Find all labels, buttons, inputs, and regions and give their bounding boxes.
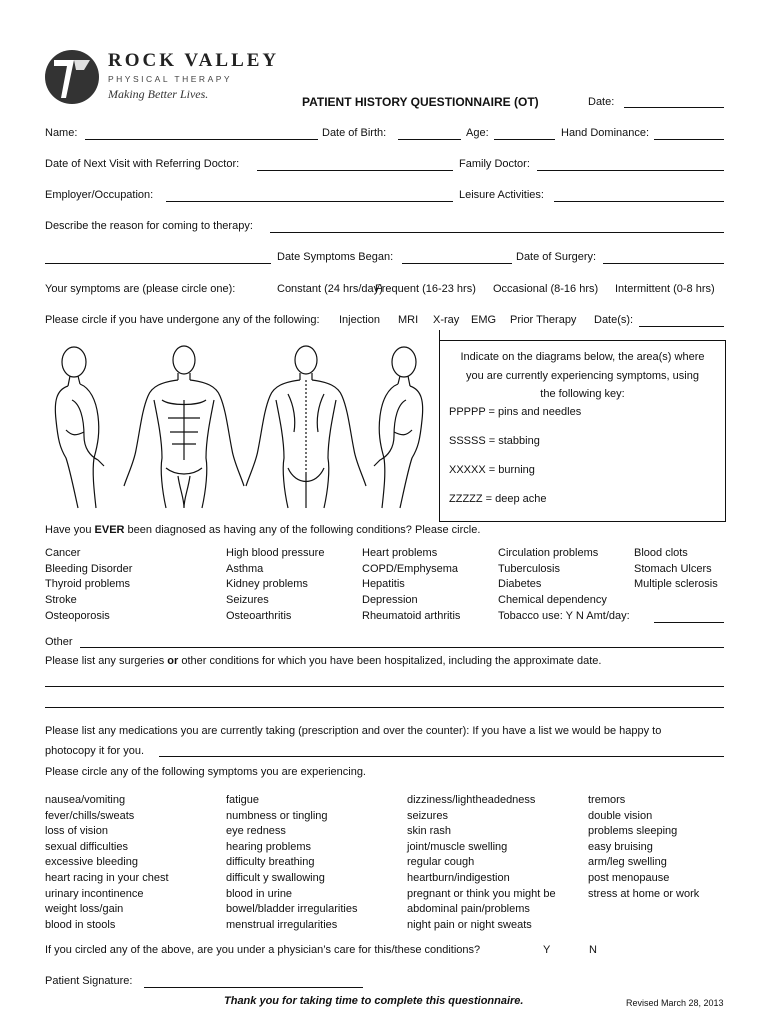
key-item-pins-needles: PPPPP = pins and needles (449, 406, 582, 418)
symptoms-column-1 (45, 793, 169, 933)
condition-hepatitis[interactable]: Hepatitis (362, 578, 405, 591)
procedure-xray[interactable]: X-ray (433, 314, 460, 326)
symptoms-column-3 (407, 793, 556, 933)
freq-option-frequent[interactable]: Frequent (16-23 hrs) (375, 283, 476, 295)
symptom-skin-rash[interactable]: skin rash (407, 825, 452, 838)
tobacco-amount-field[interactable] (654, 622, 724, 623)
footer-thank-you: Thank you for taking time to complete this questionnaire. (224, 995, 524, 1007)
condition-high-blood-pressure[interactable]: High blood pressure (226, 547, 325, 559)
symptom-heartburn[interactable]: heartburn/indigestion (407, 871, 510, 884)
other-field[interactable] (80, 647, 724, 648)
procedure-prior-therapy[interactable]: Prior Therapy (510, 314, 577, 326)
procedure-dates-field[interactable] (639, 326, 724, 327)
condition-bleeding-disorder[interactable]: Bleeding Disorder (45, 562, 133, 575)
body-diagram-front (124, 346, 244, 508)
surgery-date-field[interactable] (603, 263, 724, 264)
leisure-field[interactable] (554, 201, 724, 202)
condition-seizures[interactable]: Seizures (226, 593, 269, 606)
condition-heart[interactable]: Heart problems (362, 547, 438, 559)
symptom-arm-leg-swelling[interactable]: arm/leg swelling (588, 856, 667, 869)
symptom-fever[interactable]: fever/chills/sweats (45, 809, 135, 822)
logo-name: ROCK VALLEY (108, 50, 280, 71)
conditions-column-3 (362, 546, 460, 625)
family-doctor-label: Family Doctor: (459, 158, 530, 170)
dob-field[interactable] (398, 139, 461, 140)
next-visit-field[interactable] (257, 170, 453, 171)
reason-field[interactable] (270, 232, 724, 233)
medications-prompt-line-1: Please list any medications you are currently taking (prescription and over the counter): If you have a list we would be happy to (45, 725, 662, 737)
symptom-joint-swelling[interactable]: joint/muscle swelling (407, 840, 508, 853)
signature-label: Patient Signature: (45, 975, 133, 987)
symptoms-began-field[interactable] (402, 263, 512, 264)
conditions-column-5 (634, 546, 718, 593)
symptom-frequency-prompt: Your symptoms are (please circle one): (45, 283, 236, 295)
procedure-emg[interactable]: EMG (471, 314, 497, 326)
age-field[interactable] (494, 139, 555, 140)
condition-osteoporosis[interactable]: Osteoporosis (45, 610, 110, 623)
symptom-heart-racing[interactable]: heart racing in your chest (45, 871, 169, 884)
condition-blood-clots[interactable]: Blood clots (634, 547, 688, 559)
condition-cancer[interactable]: Cancer (45, 547, 81, 559)
date-label: Date: (588, 96, 615, 108)
condition-stomach-ulcers[interactable]: Stomach Ulcers (634, 562, 712, 575)
conditions-column-2 (226, 546, 324, 625)
procedure-injection[interactable]: Injection (339, 314, 380, 326)
symptom-menstrual[interactable]: menstrual irregularities (226, 918, 338, 931)
freq-option-intermittent[interactable]: Intermittent (0-8 hrs) (615, 283, 715, 295)
medications-prompt-line-2: photocopy it for you. (45, 745, 145, 757)
employer-label: Employer/Occupation: (45, 189, 154, 201)
condition-chemical-dependency[interactable]: Chemical dependency (498, 593, 607, 606)
surgery-date-label: Date of Surgery: (516, 251, 597, 263)
condition-multiple-sclerosis[interactable]: Multiple sclerosis (634, 578, 718, 591)
conditions-column-1 (45, 546, 132, 625)
symptom-stress[interactable]: stress at home or work (588, 887, 700, 900)
body-diagrams[interactable] (44, 340, 436, 510)
page-title: PATIENT HISTORY QUESTIONNAIRE (OT) (302, 95, 539, 109)
condition-thyroid[interactable]: Thyroid problems (45, 578, 130, 591)
symptom-difficulty-swallowing[interactable]: difficult y swallowing (226, 871, 325, 884)
body-diagram-side-right (55, 347, 104, 508)
symptom-weight-loss-gain[interactable]: weight loss/gain (45, 903, 124, 916)
freq-option-constant[interactable]: Constant (24 hrs/day) (277, 283, 383, 295)
name-field[interactable] (85, 139, 318, 140)
age-label: Age: (466, 127, 489, 139)
key-intro-line-2: you are currently experiencing symptoms, using (466, 370, 699, 382)
key-intro-line-3: the following key: (540, 388, 625, 400)
dob-label: Date of Birth: (322, 127, 387, 139)
physician-care-yes[interactable]: Y (543, 944, 551, 956)
symptom-night-pain[interactable]: night pain or night sweats (407, 918, 532, 931)
family-doctor-field[interactable] (537, 170, 724, 171)
conditions-prompt: Have you EVER been diagnosed as having any of the following conditions? Please circle. (45, 524, 481, 536)
symptom-blood-in-urine[interactable]: blood in urine (226, 887, 293, 900)
symptom-easy-bruising[interactable]: easy bruising (588, 840, 653, 853)
medications-field[interactable] (159, 756, 724, 757)
symptom-seizures[interactable]: seizures (407, 809, 448, 822)
symptom-pregnant[interactable]: pregnant or think you might be (407, 887, 556, 900)
symptom-blood-in-stools[interactable]: blood in stools (45, 918, 116, 931)
rock-valley-logo-mark (44, 48, 100, 106)
body-diagram-back (246, 346, 366, 508)
key-item-stabbing: SSSSS = stabbing (449, 435, 540, 447)
condition-stroke[interactable]: Stroke (45, 593, 77, 606)
procedure-dates-label: Date(s): (594, 314, 634, 326)
symptom-double-vision[interactable]: double vision (588, 809, 653, 822)
leisure-label: Leisure Activities: (459, 189, 544, 201)
date-field[interactable] (624, 107, 724, 108)
condition-depression[interactable]: Depression (362, 593, 418, 606)
key-box-connector (439, 330, 440, 340)
condition-tuberculosis[interactable]: Tuberculosis (498, 562, 560, 575)
key-item-deep-ache: ZZZZZ = deep ache (449, 493, 547, 505)
symptom-tremors[interactable]: tremors (588, 794, 626, 806)
procedure-mri[interactable]: MRI (398, 314, 419, 326)
symptom-difficulty-breathing[interactable]: difficulty breathing (226, 856, 315, 869)
symptom-fatigue[interactable]: fatigue (226, 794, 260, 806)
hand-dominance-label: Hand Dominance: (561, 127, 650, 139)
condition-kidney[interactable]: Kidney problems (226, 578, 308, 591)
employer-field[interactable] (166, 201, 453, 202)
symptoms-column-4 (588, 793, 699, 902)
condition-circulation[interactable]: Circulation problems (498, 547, 599, 559)
revision-date: Revised March 28, 2013 (626, 998, 724, 1008)
symptom-problems-sleeping[interactable]: problems sleeping (588, 825, 678, 838)
symptom-bowel-bladder[interactable]: bowel/bladder irregularities (226, 903, 358, 916)
condition-diabetes[interactable]: Diabetes (498, 578, 542, 591)
freq-option-occasional[interactable]: Occasional (8-16 hrs) (493, 283, 599, 295)
symptom-nausea[interactable]: nausea/vomiting (45, 794, 126, 806)
surgeries-field-1[interactable] (45, 686, 724, 687)
key-intro-line-1: Indicate on the diagrams below, the area(s) where (460, 351, 705, 363)
other-label: Other (45, 636, 73, 648)
condition-rheumatoid-arthritis[interactable]: Rheumatoid arthritis (362, 610, 461, 623)
symptom-numbness[interactable]: numbness or tingling (226, 809, 328, 822)
logo-subtitle: PHYSICAL THERAPY (108, 74, 233, 84)
signature-field[interactable] (144, 987, 363, 988)
reason-field-continued[interactable] (45, 263, 271, 264)
symptom-urinary-incontinence[interactable]: urinary incontinence (45, 887, 144, 900)
physician-care-question: If you circled any of the above, are you under a physician’s care for this/these conditions? (45, 944, 481, 956)
logo-tagline: Making Better Lives. (108, 87, 209, 101)
symptom-regular-cough[interactable]: regular cough (407, 856, 475, 869)
condition-asthma[interactable]: Asthma (226, 562, 264, 575)
symptom-excessive-bleeding[interactable]: excessive bleeding (45, 856, 138, 869)
condition-osteoarthritis[interactable]: Osteoarthritis (226, 610, 292, 623)
key-item-burning: XXXXX = burning (449, 464, 535, 476)
symptom-loss-of-vision[interactable]: loss of vision (45, 825, 108, 838)
reason-label: Describe the reason for coming to therapy: (45, 220, 253, 232)
symptom-hearing-problems[interactable]: hearing problems (226, 840, 311, 853)
surgeries-field-2[interactable] (45, 707, 724, 708)
symptom-sexual-difficulties[interactable]: sexual difficulties (45, 840, 128, 853)
symptoms-column-2 (226, 793, 357, 933)
condition-tobacco-use[interactable]: Tobacco use: Y N Amt/day: (498, 610, 630, 623)
condition-copd[interactable]: COPD/Emphysema (362, 562, 458, 575)
surgeries-prompt: Please list any surgeries or other conditions for which you have been hospitalized, including the approximate date. (45, 655, 602, 667)
symptom-key-box (439, 340, 726, 522)
hand-dominance-field[interactable] (654, 139, 724, 140)
symptom-abdominal-pain[interactable]: abdominal pain/problems (407, 903, 530, 916)
symptoms-prompt: Please circle any of the following symptoms you are experiencing. (45, 766, 366, 778)
body-diagram-side-left (374, 347, 423, 508)
symptoms-began-label: Date Symptoms Began: (277, 251, 394, 263)
next-visit-label: Date of Next Visit with Referring Doctor: (45, 158, 240, 170)
symptom-post-menopause[interactable]: post menopause (588, 871, 670, 884)
symptom-eye-redness[interactable]: eye redness (226, 825, 286, 838)
symptom-dizziness[interactable]: dizziness/lightheadedness (407, 794, 536, 806)
procedures-prompt: Please circle if you have undergone any of the following: (45, 314, 320, 326)
name-label: Name: (45, 127, 78, 139)
conditions-column-4 (498, 546, 630, 625)
logo (44, 48, 100, 109)
physician-care-no[interactable]: N (589, 944, 597, 956)
